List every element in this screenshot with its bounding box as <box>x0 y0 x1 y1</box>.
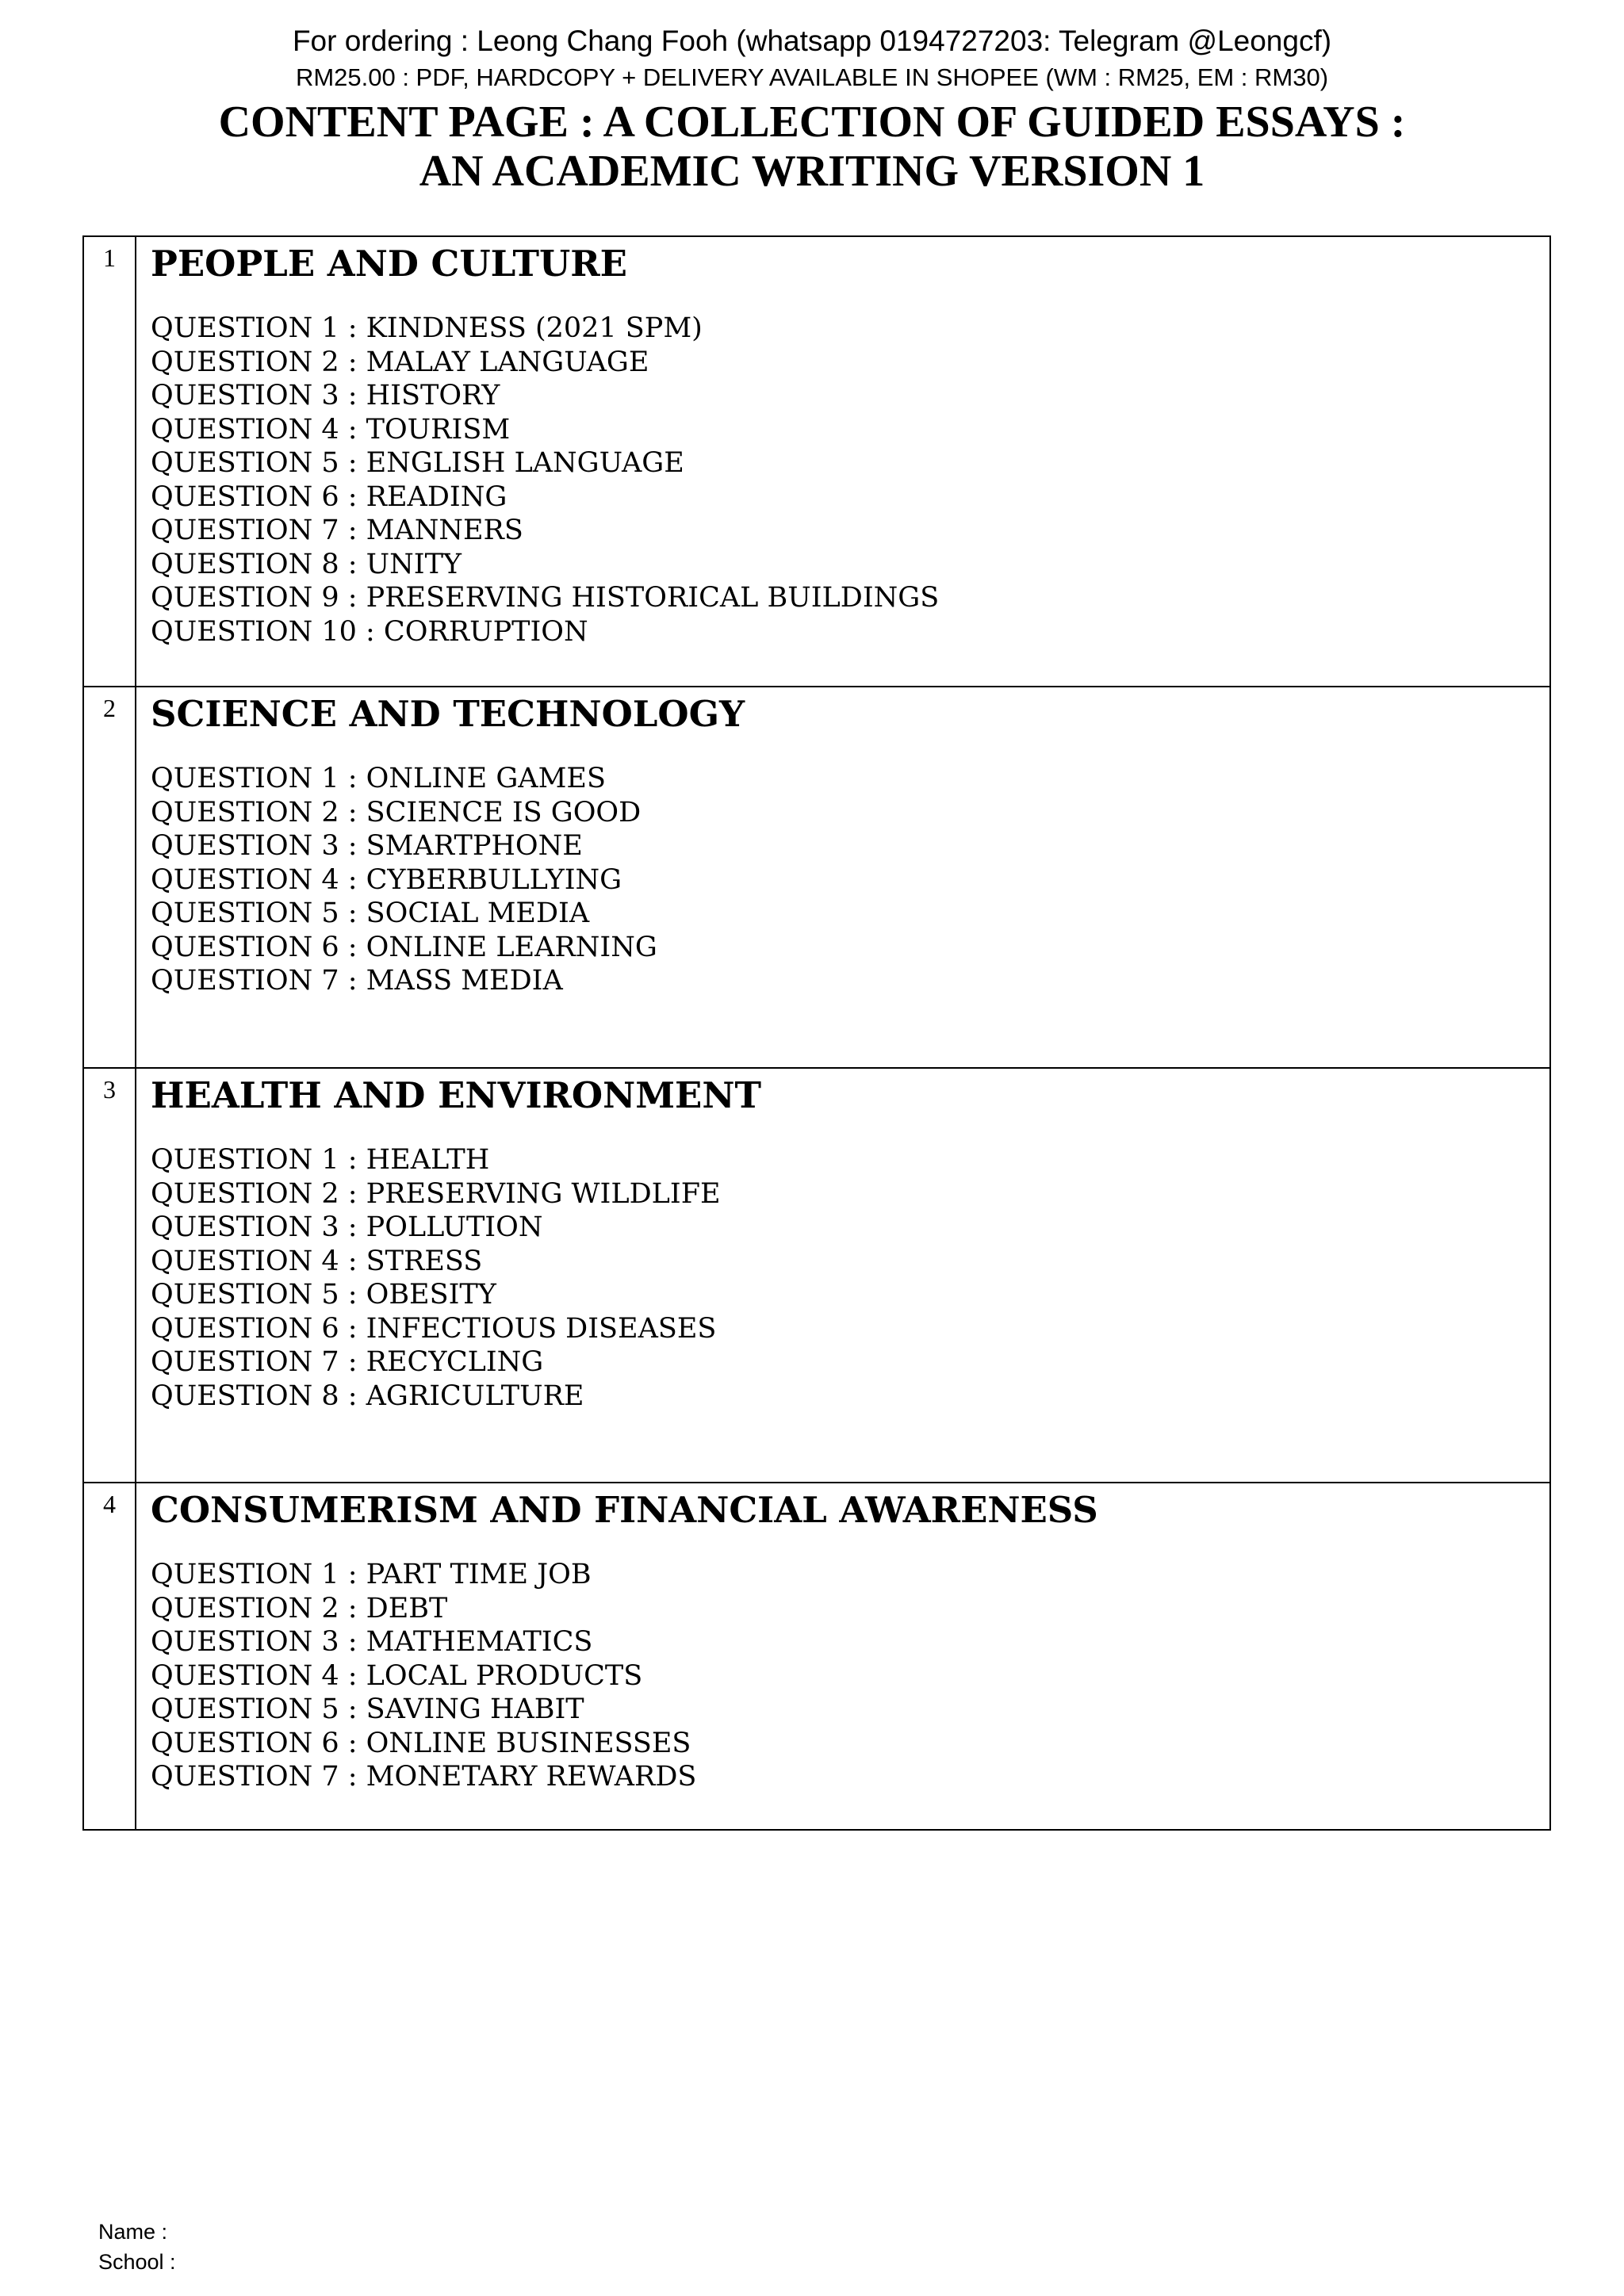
question-item: QUESTION 4 : CYBERBULLYING <box>151 863 622 896</box>
pricing-info: RM25.00 : PDF, HARDCOPY + DELIVERY AVAILABLE IN SHOPEE (WM : RM25, EM : RM30) <box>295 63 1329 91</box>
question-item: QUESTION 10 : CORRUPTION <box>151 615 588 648</box>
question-item: QUESTION 5 : SAVING HABIT <box>151 1693 584 1725</box>
question-item: QUESTION 4 : STRESS <box>151 1245 483 1277</box>
section-title: PEOPLE AND CULTURE <box>151 243 627 285</box>
question-item: QUESTION 2 : DEBT <box>151 1592 448 1624</box>
question-item: QUESTION 1 : PART TIME JOB <box>151 1559 592 1590</box>
page-title-line-2: AN ACADEMIC WRITING VERSION 1 <box>419 147 1205 196</box>
section-row <box>83 236 1550 687</box>
question-list <box>151 1143 1535 1413</box>
section-content <box>136 1068 1550 1483</box>
question-item: QUESTION 3 : POLLUTION <box>151 1211 543 1243</box>
section-title: SCIENCE AND TECHNOLOGY <box>151 693 745 735</box>
question-list <box>151 762 1535 998</box>
question-item: QUESTION 6 : READING <box>151 480 508 513</box>
section-number: 2 <box>83 687 136 1068</box>
question-item: QUESTION 5 : ENGLISH LANGUAGE <box>151 447 684 479</box>
question-item: QUESTION 7 : MANNERS <box>151 515 523 546</box>
section-row <box>83 1483 1550 1830</box>
question-item: QUESTION 1 : ONLINE GAMES <box>151 763 606 794</box>
section-title: HEALTH AND ENVIRONMENT <box>151 1074 761 1116</box>
school-label: School : <box>98 2250 176 2274</box>
question-item: QUESTION 5 : OBESITY <box>151 1279 496 1311</box>
question-item: QUESTION 6 : ONLINE LEARNING <box>151 931 657 963</box>
section-number: 3 <box>83 1068 136 1483</box>
question-item: QUESTION 2 : MALAY LANGUAGE <box>151 346 649 378</box>
question-item: QUESTION 3 : SMARTPHONE <box>151 830 583 862</box>
question-item: QUESTION 1 : HEALTH <box>151 1144 490 1176</box>
ordering-info: For ordering : Leong Chang Fooh (whatsapp 0194727203: Telegram @Leongcf) <box>292 25 1332 57</box>
contents-table <box>82 235 1551 1831</box>
question-item: QUESTION 8 : UNITY <box>151 548 462 580</box>
section-content <box>136 236 1550 687</box>
question-list <box>151 1558 1535 1794</box>
question-item: QUESTION 9 : PRESERVING HISTORICAL BUILDINGS <box>151 582 940 614</box>
question-item: QUESTION 4 : LOCAL PRODUCTS <box>151 1659 643 1692</box>
section-title: CONSUMERISM AND FINANCIAL AWARENESS <box>151 1489 1098 1531</box>
question-item: QUESTION 8 : AGRICULTURE <box>151 1380 584 1412</box>
page-title-line-1: CONTENT PAGE : A COLLECTION OF GUIDED ESSAYS : <box>218 98 1406 147</box>
section-row <box>83 687 1550 1068</box>
question-item: QUESTION 4 : TOURISM <box>151 413 511 446</box>
question-item: QUESTION 2 : PRESERVING WILDLIFE <box>151 1177 721 1210</box>
question-item: QUESTION 6 : INFECTIOUS DISEASES <box>151 1312 717 1345</box>
section-content <box>136 687 1550 1068</box>
question-item: QUESTION 5 : SOCIAL MEDIA <box>151 897 590 929</box>
section-row <box>83 1068 1550 1483</box>
question-item: QUESTION 7 : RECYCLING <box>151 1346 544 1378</box>
section-number: 1 <box>83 236 136 687</box>
question-item: QUESTION 7 : MONETARY REWARDS <box>151 1761 697 1793</box>
question-item: QUESTION 1 : KINDNESS (2021 SPM) <box>151 312 703 344</box>
question-item: QUESTION 7 : MASS MEDIA <box>151 965 563 997</box>
question-item: QUESTION 3 : MATHEMATICS <box>151 1626 593 1658</box>
question-item: QUESTION 2 : SCIENCE IS GOOD <box>151 796 642 828</box>
section-content <box>136 1483 1550 1830</box>
name-label: Name : <box>98 2220 168 2244</box>
question-item: QUESTION 3 : HISTORY <box>151 380 500 411</box>
section-number: 4 <box>83 1483 136 1830</box>
question-list <box>151 312 1535 649</box>
question-item: QUESTION 6 : ONLINE BUSINESSES <box>151 1727 691 1759</box>
